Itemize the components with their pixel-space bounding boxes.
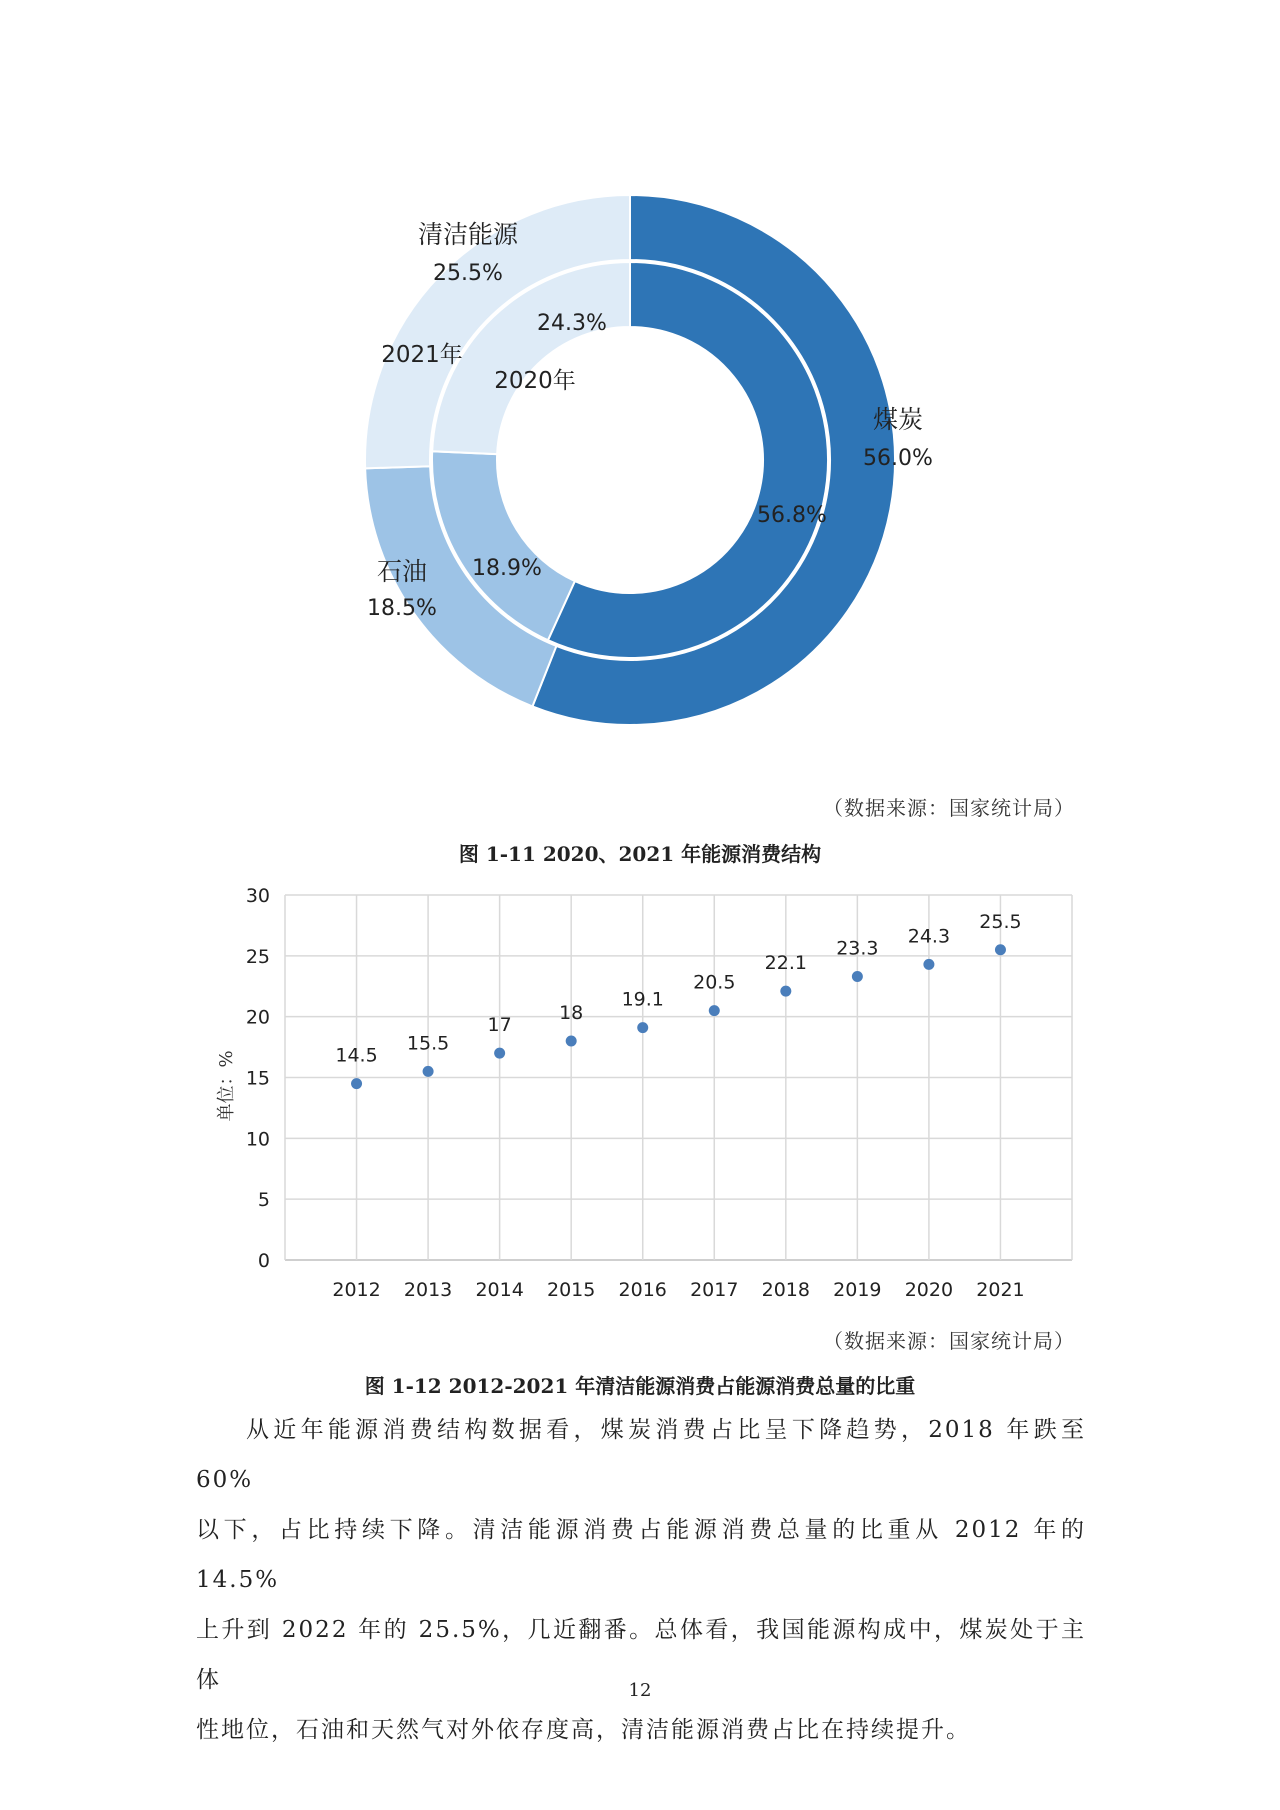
data-label-2020: 24.3 [907,925,951,948]
label-clean-outer-value: 25.5% [433,261,503,286]
data-label-2019: 23.3 [836,937,879,960]
label-coal-name: 煤炭 [872,405,924,434]
data-label-2014: 17 [487,1014,512,1037]
data-label-2021: 25.5 [979,910,1022,933]
data-point-2012 [351,1078,362,1089]
x-tick-label: 2019 [833,1279,882,1301]
label-clean-name: 清洁能源 [417,220,519,249]
label-oil-inner-value: 18.9% [472,556,542,581]
y-tick-label: 20 [245,1006,270,1029]
data-point-2017 [709,1005,720,1016]
label-oil-outer-value: 18.5% [367,596,437,621]
data-point-2018 [780,986,791,997]
paragraph-line: 上升到 2022 年的 25.5%，几近翻番。总体看，我国能源构成中，煤炭处于主体 [196,1617,1086,1693]
data-labels [335,911,1021,1067]
data-point-2015 [566,1036,577,1047]
label-oil-name: 石油 [376,557,428,586]
data-label-2018: 22.1 [764,952,807,975]
data-point-2013 [423,1066,434,1077]
chart-gridlines [285,895,1072,1260]
x-tick-label: 2018 [761,1279,810,1301]
data-point-2016 [637,1022,648,1033]
data-point-2014 [494,1048,505,1059]
data-label-2017: 20.5 [693,971,736,994]
y-tick-label: 15 [245,1067,270,1090]
donut-inner-ring [432,262,828,658]
x-tick-label: 2016 [618,1279,667,1301]
x-tick-label: 2021 [976,1279,1025,1301]
label-coal-outer-value: 56.0% [863,446,933,471]
y-tick-label: 5 [257,1189,270,1212]
inner-ring-label: 2020年 [494,368,576,394]
figure-caption-2: 图 1-12 2012-2021 年清洁能源消费占能源消费总量的比重 [364,1374,916,1398]
label-clean-inner-value: 24.3% [537,311,607,336]
source-note-1: （数据来源：国家统计局） [823,796,1075,820]
data-point-2020 [923,959,934,970]
y-axis-label: 单位：% [216,1050,237,1122]
data-label-2015: 18 [559,1002,584,1024]
y-axis-ticks [246,885,270,1272]
donut-chart [0,0,1280,760]
data-point-2019 [852,971,863,982]
body-paragraph [196,1405,1086,1755]
data-label-2016: 19.1 [621,988,664,1011]
y-tick-label: 10 [245,1128,270,1151]
data-label-2013: 15.5 [406,1032,450,1055]
y-tick-label: 25 [245,945,270,968]
source-note-2: （数据来源：国家统计局） [823,1329,1075,1353]
outer-ring-label: 2021年 [381,342,463,368]
paragraph-line: 以下，占比持续下降。清洁能源消费占能源消费总量的比重从 2012 年的 14.5% [196,1517,1086,1593]
x-tick-label: 2012 [332,1279,381,1301]
label-coal-inner-value: 56.8% [757,503,827,528]
y-tick-label: 0 [257,1250,270,1272]
paragraph-line: 从近年能源消费结构数据看，煤炭消费占比呈下降趋势，2018 年跌至 60% [196,1417,1086,1493]
data-label-2012: 14.5 [335,1044,378,1067]
y-tick-label: 30 [245,885,270,907]
x-tick-label: 2020 [904,1279,954,1301]
data-point-2021 [995,944,1006,955]
x-tick-label: 2017 [690,1279,739,1301]
scatter-chart [0,880,1280,1310]
x-axis-ticks [332,1279,1024,1301]
x-tick-label: 2014 [475,1279,524,1301]
page-number: 12 [628,1680,652,1701]
x-tick-label: 2013 [403,1279,453,1301]
paragraph-line: 性地位，石油和天然气对外依存度高，清洁能源消费占比在持续提升。 [196,1717,971,1743]
x-tick-label: 2015 [547,1279,596,1301]
figure-caption-1: 图 1-11 2020、2021 年能源消费结构 [458,842,822,866]
